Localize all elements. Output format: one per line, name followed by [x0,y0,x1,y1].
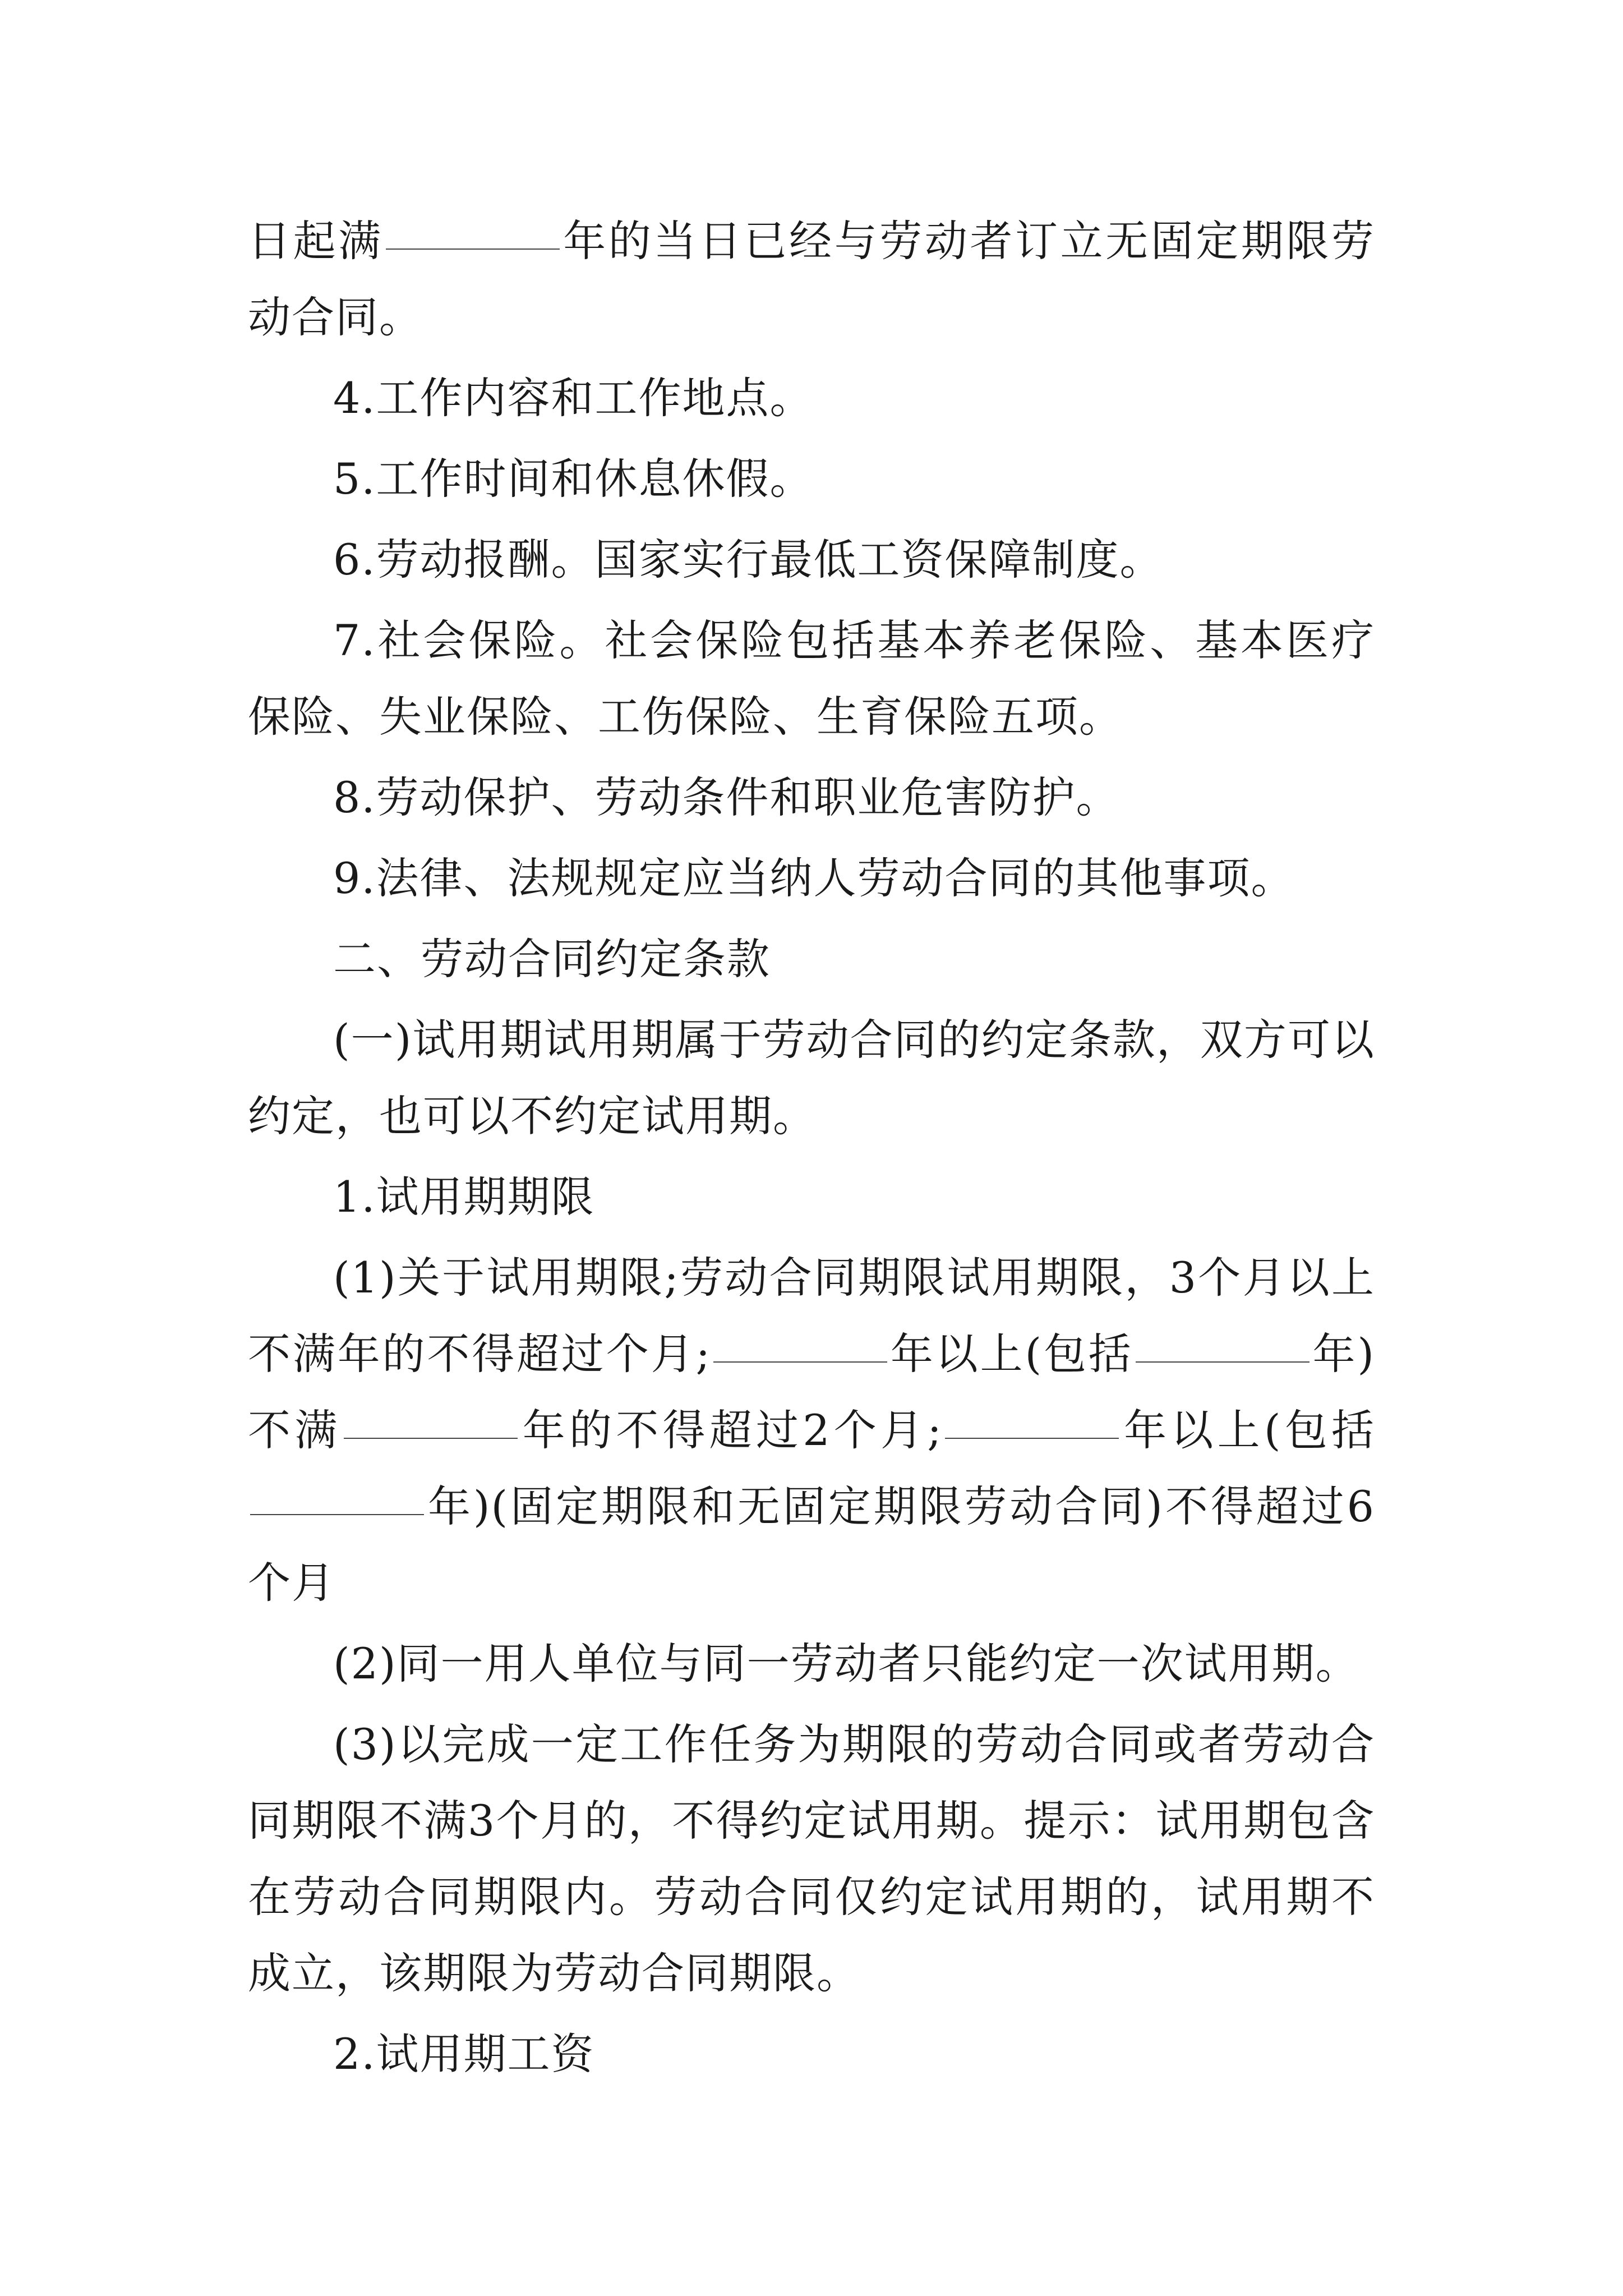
paragraph-item-5: 5.工作时间和休息休假。 [333,454,814,504]
fill-in-blank[interactable] [250,1514,424,1515]
fill-in-blank[interactable] [945,1438,1119,1439]
paragraph-probation-once: (2)同一用人单位与同一劳动者只能约定一次试用期。 [333,1639,1359,1688]
fill-in-blank[interactable] [1136,1361,1310,1363]
text-segment: 年的当日已经与劳动者订立无固定期限劳动合同。 [248,216,1376,342]
text-segment: 日起满 [248,216,384,266]
paragraph-probation-intro: (一)试用期试用期属于劳动合同的约定条款，双方可以约定，也可以不约定试用期。 [248,1015,1375,1141]
text-segment: 年以上(包括 [1121,1405,1375,1455]
paragraph-probation-limits [248,1240,1375,1621]
paragraph-probation-exceptions: (3)以完成一定工作任务为期限的劳动合同或者劳动合同期限不满3个月的，不得约定试用期。提示：试用期包含在劳动合同期限内。劳动合同仅约定试用期的，试用期不成立，该期限为劳动合同期限。 [248,1719,1375,1998]
fill-in-blank[interactable] [386,249,560,250]
paragraph-item-9: 9.法律、法规规定应当纳人劳动合同的其他事项。 [333,853,1295,903]
document-page [248,203,1375,2097]
text-segment: 年)不满 [248,1329,1375,1455]
paragraph-item-8: 8.劳动保护、劳动条件和职业危害防护。 [333,772,1120,822]
text-segment: 年)(固定期限和无固定期限劳动合同)不得超过6个月 [248,1481,1375,1608]
section-heading-agreed-terms: 二、劳动合同约定条款 [333,934,771,984]
paragraph-item-6: 6.劳动报酬。国家实行最低工资保障制度。 [333,535,1164,585]
subheading-probation-wage: 2.试用期工资 [333,2029,595,2079]
fill-in-blank[interactable] [713,1361,887,1363]
text-segment: (1)关于试用期限;劳动合同期限试用期限，3个月以上不满年的不得超过个月; [248,1253,1375,1379]
text-segment: 年以上(包括 [889,1329,1133,1379]
paragraph-indefinite-term-contract [248,203,1375,356]
paragraph-item-4: 4.工作内容和工作地点。 [333,373,814,423]
subheading-probation-term: 1.试用期期限 [333,1172,595,1222]
fill-in-blank[interactable] [344,1438,518,1439]
paragraph-item-7: 7.社会保险。社会保险包括基本养老保险、基本医疗保险、失业保险、工伤保险、生育保险五项。 [248,615,1375,742]
text-segment: 年的不得超过2个月; [519,1405,943,1455]
